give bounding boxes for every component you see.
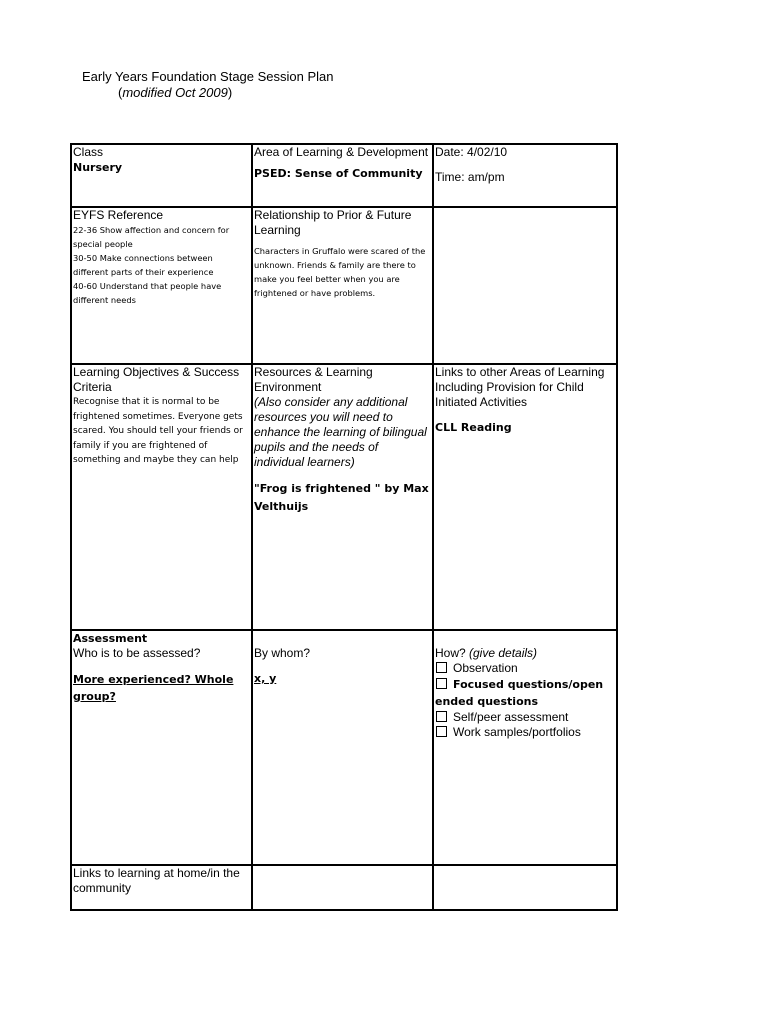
eyfs-item: 30-50 Make connections between different parts of their experience <box>73 253 214 277</box>
assessment-cell <box>71 630 252 865</box>
eyfs-item: 40-60 Understand that people have different needs <box>73 281 222 305</box>
prior-text: Characters in Gruffalo were scared of the unknown. Friends & family are there to make you feel better when you are frightened or have problems. <box>254 246 426 298</box>
links-label: Links to other Areas of Learning Including Provision for Child Initiated Activities <box>435 365 605 409</box>
checkbox-option: Focused questions/open ended questions <box>435 678 604 708</box>
resources-cell <box>252 364 433 630</box>
empty-cell <box>433 865 617 910</box>
checkbox-option: Work samples/portfolios <box>435 725 615 740</box>
eyfs-label: EYFS Reference <box>73 208 164 222</box>
checkbox-icon[interactable] <box>436 726 447 737</box>
learning-objectives-cell <box>71 364 252 630</box>
area-of-learning-cell <box>252 144 433 207</box>
table-row <box>71 144 617 207</box>
empty-cell <box>433 207 617 364</box>
home-links-cell <box>71 865 252 910</box>
links-value: CLL Reading <box>435 421 512 434</box>
document-header <box>82 69 334 101</box>
session-plan-table <box>70 143 618 911</box>
table-row <box>71 865 617 910</box>
links-areas-cell <box>433 364 617 630</box>
table-row <box>71 630 617 865</box>
checkbox-icon[interactable] <box>436 662 447 673</box>
assessment-title: Assessment <box>73 632 148 645</box>
class-value: Nursery <box>73 161 123 174</box>
by-whom-label: By whom? <box>254 646 311 660</box>
area-label: Area of Learning & Development <box>254 145 429 159</box>
prior-learning-cell <box>252 207 433 364</box>
how-label: How? (give details) <box>435 646 538 660</box>
prior-label: Relationship to Prior & Future Learning <box>254 208 412 237</box>
date-time-cell <box>433 144 617 207</box>
area-value: PSED: Sense of Community <box>254 167 423 180</box>
table-row <box>71 207 617 364</box>
resources-note: (Also consider any additional resources you will need to enhance the learning of bilingual pupils and the needs of individual learners) <box>254 395 427 469</box>
time-label: Time: am/pm <box>435 170 505 184</box>
class-label: Class <box>73 145 104 159</box>
checkbox-icon[interactable] <box>436 678 447 689</box>
home-label: Links to learning at home/in the community <box>73 866 240 895</box>
empty-cell <box>252 865 433 910</box>
checkbox-icon[interactable] <box>436 711 447 722</box>
by-whom-cell <box>252 630 433 865</box>
who-label: Who is to be assessed? <box>73 646 201 660</box>
resources-value: "Frog is frightened " by Max Velthuijs <box>254 482 429 513</box>
objectives-label: Learning Objectives & Success Criteria <box>73 365 240 394</box>
date-label: Date: 4/02/10 <box>435 145 508 159</box>
resources-label: Resources & Learning Environment <box>254 365 373 394</box>
class-cell <box>71 144 252 207</box>
objectives-text: Recognise that it is normal to be frightened sometimes. Everyone gets scared. You should tell your friends or family if you are frightened of something and maybe they can help <box>73 397 243 465</box>
eyfs-reference-cell <box>71 207 252 364</box>
assessment-method-cell <box>433 630 617 865</box>
who-value: More experienced? Whole group? <box>73 673 234 703</box>
table-row <box>71 364 617 630</box>
checkbox-option: Observation <box>435 661 615 676</box>
eyfs-item: 22-36 Show affection and concern for special people <box>73 225 230 249</box>
by-whom-value: x, y <box>254 672 277 685</box>
document-title: Early Years Foundation Stage Session Plan <box>82 69 334 84</box>
document-subtitle: (modified Oct 2009) <box>118 85 233 100</box>
checkbox-option: Self/peer assessment <box>435 710 615 725</box>
